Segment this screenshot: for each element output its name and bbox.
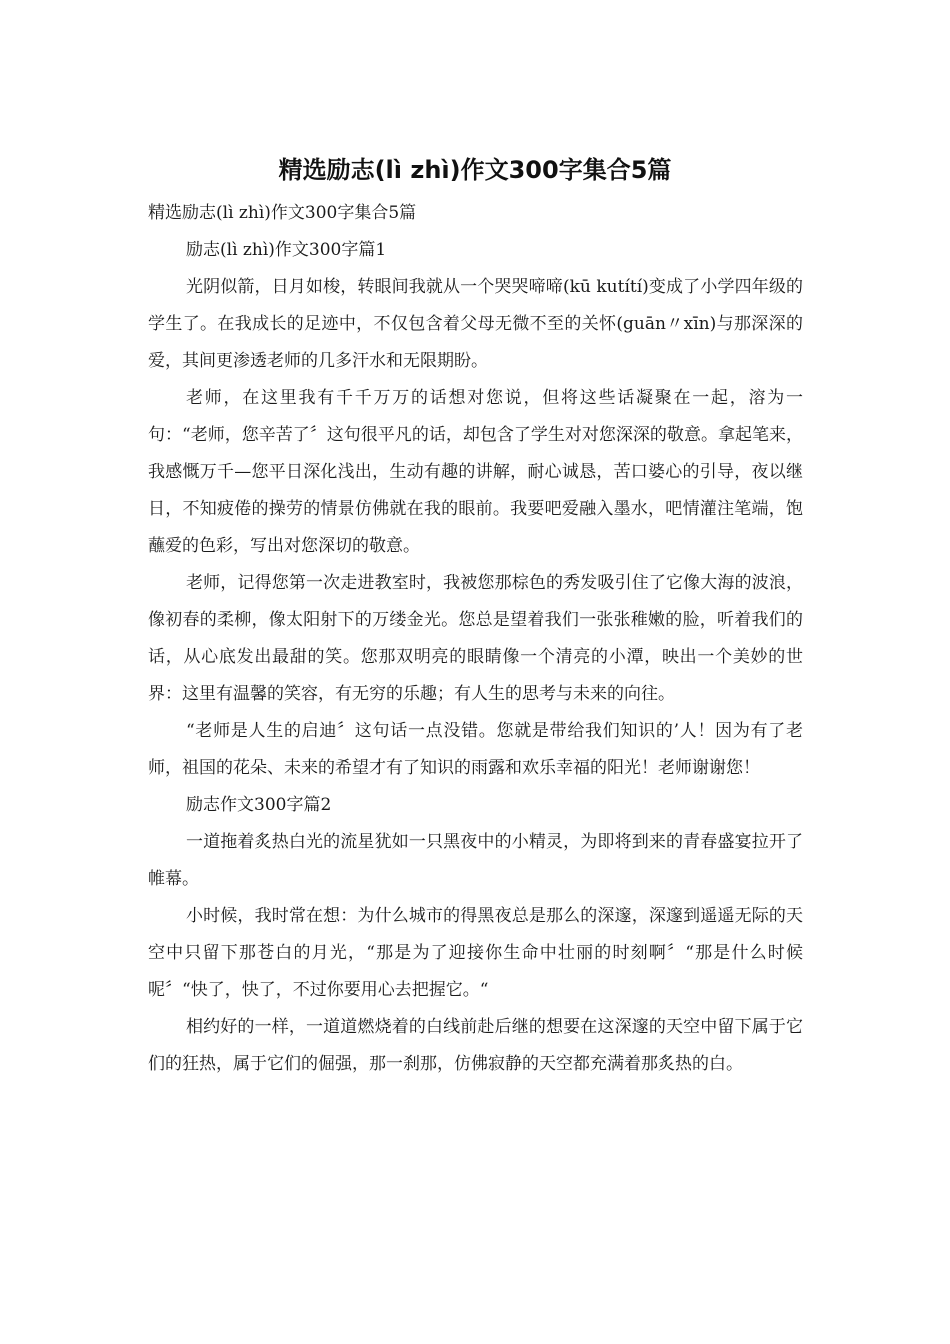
paragraph: 相约好的一样，一道道燃烧着的白线前赴后继的想要在这深邃的天空中留下属于它们的狂热，属于它们的倔强，那一刹那，仿佛寂静的天空都充满着那炙热的白。 xyxy=(148,1017,803,1074)
paragraph: 精选励志(lì zhì)作文300字集合5篇 xyxy=(148,203,417,223)
paragraph: 一道拖着炙热白光的流星犹如一只黑夜中的小精灵，为即将到来的青春盛宴拉开了帷幕。 xyxy=(148,832,803,889)
document-body xyxy=(148,195,803,1083)
paragraph: 励志作文300字篇2 xyxy=(186,795,332,815)
paragraph: 老师，记得您第一次走进教室时，我被您那棕色的秀发吸引住了它像大海的波浪，像初春的柔柳，像太阳射下的万缕金光。您总是望着我们一张张稚嫩的脸，听着我们的话，从心底发出最甜的笑。您那双明亮的眼睛像一个清亮的小潭，映出一个美妙的世界：这里有温馨的笑容，有无穷的乐趣；有人生的思考与未来的向往。 xyxy=(148,573,803,704)
document-title: 精选励志(lì zhì)作文300字集合5篇 xyxy=(278,156,672,184)
paragraph: 老师，在这里我有千千万万的话想对您说，但将这些话凝聚在一起，溶为一句：“老师，您辛苦了〞这句很平凡的话，却包含了学生对对您深深的敬意。拿起笔来，我感慨万千—您平日深化浅出，生动有趣的讲解，耐心诚恳，苦口婆心的引导，夜以继日，不知疲倦的操劳的情景仿佛就在我的眼前。我要吧爱融入墨水，吧情灌注笔端，饱蘸爱的色彩，写出对您深切的敬意。 xyxy=(148,388,803,556)
paragraph: “老师是人生的启迪〞这句话一点没错。您就是带给我们知识的’人！因为有了老师，祖国的花朵、未来的希望才有了知识的雨露和欢乐幸福的阳光！老师谢谢您！ xyxy=(148,721,803,778)
paragraph: 小时候，我时常在想：为什么城市的得黑夜总是那么的深邃，深邃到遥遥无际的天空中只留下那苍白的月光，“那是为了迎接你生命中壮丽的时刻啊〞“那是什么时候呢〞“快了，快了，不过你要用心去把握它。“ xyxy=(148,906,803,1000)
paragraph: 光阴似箭，日月如梭，转眼间我就从一个哭哭啼啼(kū kutítí)变成了小学四年级的学生了。在我成长的足迹中，不仅包含着父母无微不至的关怀(guān〃xīn)与那深深的爱，其间更渗透老师的几多汗水和无限期盼。 xyxy=(148,277,803,371)
paragraph: 励志(lì zhì)作文300字篇1 xyxy=(186,240,387,260)
